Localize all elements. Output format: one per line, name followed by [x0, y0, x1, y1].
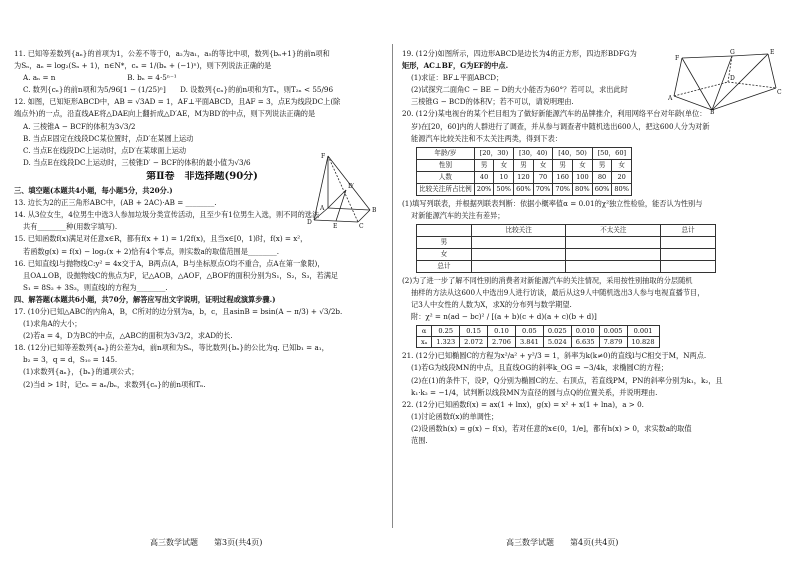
table-cell: 120	[514, 171, 534, 183]
q20-line: 岁)在[20，60]内的人群进行了调查，并从参与调查者中随机选出600人，把这600人分为对新	[411, 121, 710, 131]
solve-heading: 四、解答题(本题共6小题，共70分，解答应写出文字说明，证明过程或演算步骤.)	[14, 294, 276, 304]
table-cell: [50，60]	[592, 147, 631, 159]
q20-line: 记3人中女性的人数为X，求X的分布列与数学期望.	[411, 300, 572, 310]
table-cell: 性别	[417, 159, 475, 171]
q11-line: 11. 已知等差数列{aₙ}的首项为1，公差不等于0，a₂为a₁，a₅的等比中项，数列{bₙ+1}的前n项和	[14, 49, 330, 58]
q19-line: (1)求证：BF⊥平面ABCD；	[411, 73, 504, 83]
table-cell: 0.10	[488, 326, 516, 337]
q21-line: (1)若G为线段MN的中点，且直线OG的斜率k_OG = −3/4k，求椭圆C的方程；	[411, 363, 668, 373]
table-row	[417, 171, 632, 183]
table-cell: 不太关注	[566, 224, 661, 236]
table-cell: 100	[573, 171, 593, 183]
q13-line: 13. 边长为2的正三角形ABC中，(AB + 2AC)·AB = ________.	[14, 198, 217, 208]
table-cell: 女	[417, 248, 472, 260]
table-cell: 0.025	[543, 326, 571, 337]
fig19-label: C	[777, 89, 782, 96]
page-footer-left: 高三数学试题 第3页(共4页)	[150, 538, 263, 547]
table-cell: 比较关注所占比例	[417, 183, 475, 195]
q11-option: A. aₙ = n B. bₙ = 4·5ⁿ⁻¹	[23, 73, 177, 83]
table-cell	[417, 224, 472, 236]
table-cell: [20，30)	[474, 147, 513, 159]
table-cell: 比较关注	[471, 224, 566, 236]
table-cell: 年龄/岁	[417, 147, 475, 159]
table-cell: 7.879	[599, 337, 627, 348]
q21-line: k₁·k₂ = −1/4，试判断以线段MN为直径的圆与点Q的位置关系，并说明理由.	[411, 387, 658, 397]
table-cell: 6.635	[571, 337, 599, 348]
q20-line: (2)为了进一步了解不同性别的消费者对新能源汽车的关注情况，采用按性别抽取的分层随机	[402, 275, 693, 285]
table-cell: 10	[494, 171, 514, 183]
table-cell: 女	[612, 159, 632, 171]
table-cell: [40，50)	[553, 147, 592, 159]
q22-line: 22. (12分)已知函数f(x) = ax(1 + lnx)，g(x) = x² + x(1 + lna)，a > 0.	[402, 399, 644, 409]
table-cell: 3.841	[515, 337, 543, 348]
q12-option: D. 当点E在线段DC上运动时，三棱锥D′ − BCF的体积的最小值为√3/6	[23, 157, 251, 167]
fig19-label: B	[710, 109, 715, 114]
table-row	[417, 337, 660, 348]
table-cell	[566, 236, 661, 248]
table-cell	[471, 248, 566, 260]
table-cell: 女	[494, 159, 514, 171]
fig12-label: D	[307, 219, 312, 226]
table-cell: 50%	[494, 183, 514, 195]
q19-line: 19. (12分)如图所示，四边形ABCD是边长为4的正方形，四边形BDFG为	[402, 49, 637, 58]
table-cell: 男	[417, 236, 472, 248]
q19-line: 矩形，AC⊥BF，G为EF的中点.	[402, 61, 509, 71]
table-cell: 10.828	[627, 337, 659, 348]
q18-line: 18. (12分)已知等差数列{aₙ}的公差为d，前n项和为Sₙ，等比数列{bₙ}的公比为q. 已知b₁ = a₁，	[14, 343, 329, 353]
q17-line: 17. (10分)已知△ABC的内角A，B，C所对的边分别为a，b，c，且asinB = bsin(A − π/3) + √3/2b.	[14, 306, 343, 316]
q11-option: C. 数列{cₙ}的前n项和为5/96[1 − (1/25)ⁿ] D. 设数列{cₙ}的前n项和为Tₙ，则T₂ₙ < 55/96	[23, 85, 334, 95]
fig12-label: F	[321, 153, 326, 160]
table-cell	[566, 260, 661, 272]
table-cell: 0.05	[515, 326, 543, 337]
table-row	[417, 159, 632, 171]
critical-value-table	[416, 325, 660, 348]
table-row	[417, 183, 632, 195]
table-row	[417, 326, 660, 337]
table-cell: 女	[573, 159, 593, 171]
q21-line: 21. (12分)已知椭圆C的方程为x²/a² + y²/3 = 1，斜率为k(k≠0)的直线l与C相交于M，N两点.	[402, 351, 707, 361]
fig12-label: E	[333, 223, 338, 228]
table-cell: 总计	[417, 260, 472, 272]
fig19-label: E	[770, 49, 775, 56]
q20-line: 能源汽车比较关注和不太关注两类，得到下表：	[411, 133, 562, 143]
table-cell: 男	[553, 159, 573, 171]
q17-line: (1)求角A的大小；	[23, 319, 82, 329]
q18-line: b₂ = 3，q = d，S₁₀ = 145.	[23, 355, 118, 365]
table-cell: 70%	[533, 183, 553, 195]
fig19-label: D	[730, 75, 735, 82]
table-cell: 总计	[661, 224, 716, 236]
q20-line: 对新能源汽车的关注有差异；	[411, 210, 505, 220]
table-cell: 160	[553, 171, 573, 183]
table-row	[417, 248, 716, 260]
table-header-row	[417, 147, 632, 159]
fig19-label: F	[675, 55, 680, 62]
chi-square-formula: 附：χ² = n(ad − bc)² / [(a + b)(c + d)(a + c)(b + d)]	[411, 312, 597, 322]
q22-line: (1)讨论函数f(x)的单调性；	[411, 411, 499, 421]
table-cell: 0.15	[460, 326, 488, 337]
q12-option: B. 当点E固定在线段DC某位置时，点D′在某圆上运动	[23, 133, 194, 143]
table-cell: 0.010	[571, 326, 599, 337]
table-cell: 2.072	[460, 337, 488, 348]
table-cell: 2.706	[488, 337, 516, 348]
table-cell: [30，40)	[514, 147, 553, 159]
q19-figure	[668, 48, 784, 114]
q20-line: (1)填写列联表，并根据列联表判断：依据小概率值α = 0.01的χ²独立性检验，能否认为性别与	[402, 198, 703, 208]
table-cell: 80%	[612, 183, 632, 195]
table-cell	[471, 260, 566, 272]
fig19-label: A	[668, 95, 673, 102]
table-cell: α	[417, 326, 432, 337]
q17-line: (2)若a = 4，D为BC的中点，△ABC的面积为3√3/2，求AD的长.	[23, 331, 233, 341]
table-cell: 0.005	[599, 326, 627, 337]
fig12-label: C	[359, 223, 364, 228]
survey-table	[416, 147, 632, 196]
q22-line: (2)设函数h(x) = g(x) − f(x)，若对任意的x∈(0，1/e]，都有h(x) > 0，求实数a的取值	[411, 423, 692, 433]
table-cell: 女	[533, 159, 553, 171]
table-cell: 40	[474, 171, 494, 183]
table-header-row	[417, 224, 716, 236]
q12-option: C. 当点E在线段DC上运动时，点D′在某球面上运动	[23, 145, 187, 155]
table-cell	[566, 248, 661, 260]
table-cell	[661, 236, 716, 248]
q14-line: 14. 从3位女生，4位男生中选3人参加垃圾分类宣传活动，且至少有1位男生入选，则不同的选法	[14, 210, 320, 220]
fig12-label: B	[372, 207, 377, 214]
table-cell: 60%	[592, 183, 612, 195]
table-cell: 80%	[573, 183, 593, 195]
q18-line: (2)当d > 1时，记cₙ = aₙ/bₙ，求数列{cₙ}的前n项和Tₙ.	[23, 379, 206, 389]
table-cell: 0.001	[627, 326, 659, 337]
q12-figure	[306, 150, 386, 228]
table-cell: 人数	[417, 171, 475, 183]
q12-line: 端点外)的一点，沿直线AE将△DAE向上翻折成△D′AE，M为BD′的中点，则下列说法正确的是	[14, 109, 316, 119]
fig12-label: A	[320, 205, 325, 212]
table-cell: 男	[592, 159, 612, 171]
table-cell: 20	[612, 171, 632, 183]
q12-option: A. 三棱锥A − BCF的体积为3√3/2	[23, 121, 136, 131]
table-cell: 70	[533, 171, 553, 183]
table-cell: 70%	[553, 183, 573, 195]
page-divider	[392, 44, 393, 528]
q19-line: (2)试探究二面角C − BE − D的大小能否为60°？若可以，求出此时	[411, 85, 628, 95]
q12-line: 12. 如图，已知矩形ABCD中，AB = √3AD = 1，AF⊥平面ABCD，且AF = 3，点E为线段DC上(除	[14, 97, 341, 107]
fill-blank-heading: 三、填空题(本题共4小题，每小题5分，共20分.)	[14, 186, 173, 196]
table-cell: 5.024	[543, 337, 571, 348]
q14-line: 共有________种(用数字填写).	[23, 222, 118, 232]
table-cell	[661, 248, 716, 260]
q20-line: 抽样的方法从这600人中选出9人进行访谈，最后从这9人中随机选出3人参与电视直播节目，	[411, 288, 705, 298]
q16-line: 16. 已知直线l与抛物线C:y² = 4x交于A，B两点(A，B与坐标原点O均不重合，点A在第一象限)，	[14, 258, 325, 268]
fig12-label: D′	[348, 183, 355, 190]
q16-line: S₁ = 8S₂ + 3S₃，则直线l的方程为________.	[23, 282, 168, 292]
q19-line: 三棱锥G − BCD的体积V；若不可以，请说明理由.	[411, 97, 574, 107]
table-cell	[471, 236, 566, 248]
table-cell: 80	[592, 171, 612, 183]
q15-line: 15. 已知函数f(x)满足对任意x∈R，都有f(x + 1) = 1/2f(x)，且当x∈[0，1)时，f(x) = x²，	[14, 234, 308, 244]
q16-line: 且OA⊥OB，设抛物线C的焦点为F，记△AOB，△AOF，△BOF的面积分别为S₁，S₂，S₃，若满足	[23, 270, 339, 280]
table-cell: 0.25	[432, 326, 460, 337]
q22-line: 范围.	[411, 435, 428, 445]
q15-line: 若函数g(x) = f(x) − log₂(x + 2)恰有4个零点，则实数a的取值范围是________.	[23, 246, 279, 256]
section-title: 第Ⅱ卷 非选择题(90分)	[146, 170, 258, 182]
table-cell: 男	[474, 159, 494, 171]
table-cell	[661, 260, 716, 272]
q21-line: (2)在(1)的条件下，设P，Q分别为椭圆C的左、右顶点，若直线PM，PN的斜率分别为k₁，k₂，且	[411, 375, 723, 385]
fig19-label: G	[730, 49, 735, 56]
page-footer-right: 高三数学试题 第4页(共4页)	[506, 538, 619, 547]
q20-line: 20. (12分)某电视台的某个栏目组为了做好新能源汽车的品牌推介，利用网络平台对年龄(单位：	[402, 109, 707, 119]
q18-line: (1)求数列{aₙ}，{bₙ}的通项公式；	[23, 367, 139, 377]
table-cell: 1.323	[432, 337, 460, 348]
table-cell: xₐ	[417, 337, 432, 348]
q11-line: 为Sₙ，aₙ = log₂(Sₙ + 1)，n∈N*，cₙ = 1/(bₙ + (−1)ⁿ)，则下列说法正确的是	[14, 61, 272, 71]
contingency-table	[416, 224, 716, 273]
table-cell: 男	[514, 159, 534, 171]
table-cell: 20%	[474, 183, 494, 195]
table-row	[417, 260, 716, 272]
table-row	[417, 236, 716, 248]
table-cell: 60%	[514, 183, 534, 195]
